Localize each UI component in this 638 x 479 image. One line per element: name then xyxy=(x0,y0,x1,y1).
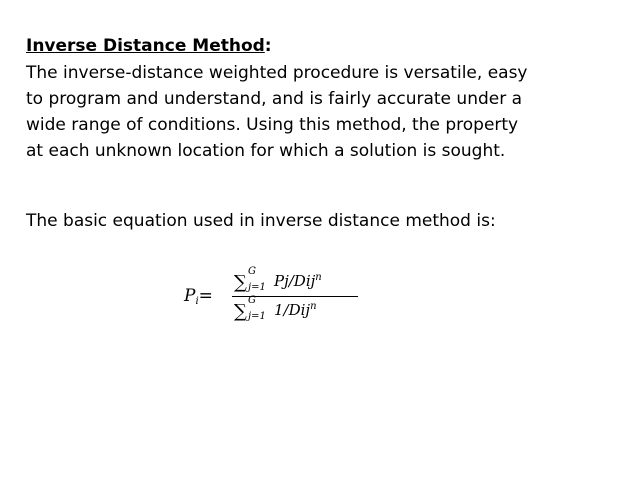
sum-lower-limit: j=1 xyxy=(248,311,266,322)
fraction-numerator xyxy=(228,262,368,296)
heading-colon: : xyxy=(264,36,272,56)
description-paragraph xyxy=(26,60,626,164)
denominator-exponent: n xyxy=(310,301,317,312)
slide-heading: Inverse Distance Method xyxy=(26,36,265,56)
lhs-subscript: i xyxy=(195,296,199,307)
sigma-symbol: ∑ xyxy=(234,272,247,293)
numerator-term xyxy=(274,272,322,290)
paragraph-line: The inverse-distance weighted procedure is versatile, easy xyxy=(26,63,528,83)
sum-lower-limit: j=1 xyxy=(248,282,266,293)
fraction-denominator xyxy=(228,297,368,331)
sum-upper-limit: G xyxy=(248,266,256,277)
numerator-exponent: n xyxy=(315,272,322,283)
equation-intro-paragraph xyxy=(26,208,626,234)
lhs-variable: P xyxy=(184,286,196,306)
paragraph-line: to program and understand, and is fairly accurate under a xyxy=(26,89,523,109)
paragraph-line: at each unknown location for which a solution is sought. xyxy=(26,141,506,161)
sum-upper-limit: G xyxy=(248,295,256,306)
paragraph-line: wide range of conditions. Using this method, the property xyxy=(26,115,519,135)
equation-fraction xyxy=(228,262,368,331)
denominator-term xyxy=(274,301,317,319)
equals-sign: = xyxy=(198,286,213,306)
numerator-expression: Pj/Dij xyxy=(274,272,316,290)
heading-line xyxy=(26,34,272,58)
equation-lhs xyxy=(184,286,213,307)
paragraph-line: The basic equation used in inverse distance method is: xyxy=(26,211,496,231)
sigma-symbol: ∑ xyxy=(234,301,247,322)
inverse-distance-equation xyxy=(184,262,374,334)
denominator-expression: 1/Dij xyxy=(274,301,311,319)
